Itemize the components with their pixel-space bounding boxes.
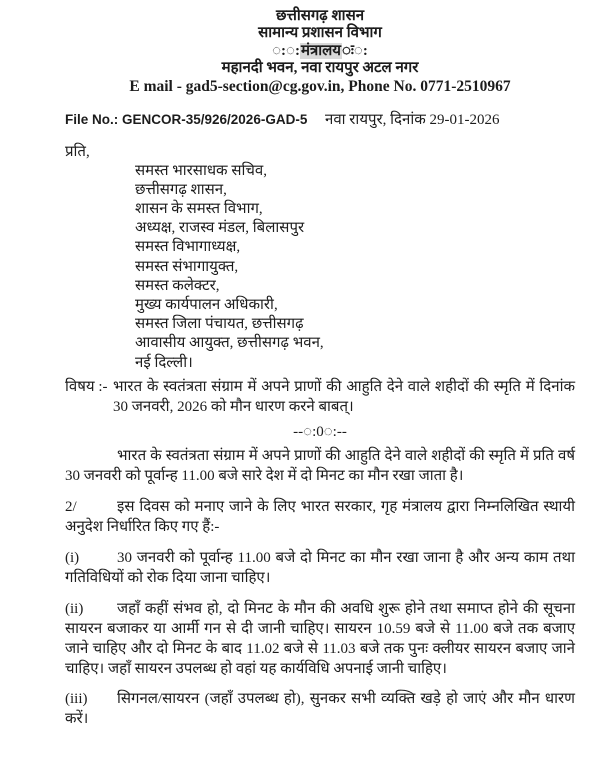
subject-text: भारत के स्वतंत्रता संग्राम में अपने प्राणों की आहुति देने वाले शहीदों की स्मृति में दिनांक 30 जनवरी, 2026 को मौन धारण करने बाबत्। [113, 378, 575, 415]
addressee: अध्यक्ष, राजस्व मंडल, बिलासपुर [135, 220, 305, 237]
addressee: शासन के समस्त विभाग, [135, 201, 263, 218]
addressee: समस्त जिला पंचायत, छत्तीसगढ़ [135, 316, 304, 333]
paragraph-text: इस दिवस को मनाए जाने के लिए भारत सरकार, गृह मंत्रालय द्वारा निम्नलिखित स्थायी अनुदेश निर्धारित किए गए हैं:- [65, 498, 575, 535]
paragraph-marker: (iii) [65, 690, 88, 707]
addressee: छत्तीसगढ़ शासन, [135, 181, 227, 198]
paragraph-marker: 2/ [65, 498, 77, 515]
paragraph-text: सिगनल/सायरन (जहाँ उपलब्ध हो), सुनकर सभी व्यक्ति खड़े हो जाएं और मौन धारण करें। [65, 690, 575, 727]
letterhead [65, 8, 575, 96]
body-paragraph-2 [65, 497, 575, 537]
file-number: File No.: GENCOR-35/926/2026-GAD-5 [65, 111, 308, 127]
body-paragraph-1: भारत के स्वतंत्रता संग्राम में अपने प्राणों की आहुति देने वाले शहीदों की स्मृति में प्रति वर्ष 30 जनवरी को पूर्वान्ह 11.00 बजे सारे देश में दो मिनट का मौन रखा जाता है। [65, 447, 575, 484]
paragraph-text: 30 जनवरी को पूर्वान्ह 11.00 बजे दो मिनट का मौन रखा जाना है और अन्य काम तथा गतिविधियों को रोक दिया जाना चाहिए। [65, 549, 575, 586]
subject-label: विषय :- [65, 378, 108, 395]
paragraph-text: जहाँ कहीं संभव हो, दो मिनट के मौन की अवधि शुरू होने तथा समाप्त होने की सूचना सायरन बजाकर या आर्मी गन से दी जानी चाहिए। सायरन 10.59 बजे से 11.00 बजे तक बजाए जाने चाहिए और दो मिनट के बाद 11.02 बजे से 11.03 बजे तक पुनः क्लीयर सायरन बजाए जाने चाहिए। जहाँ सायरन उपलब्ध हो वहां यह कार्यविधि अपनाई जानी चाहिए। [65, 600, 575, 677]
addressee: समस्त कलेक्टर, [135, 277, 220, 294]
ministry-word: मंत्रालय [300, 42, 341, 59]
government-name: छत्तीसगढ़ शासन [275, 8, 365, 24]
office-address: महानदी भवन, नवा रायपुर अटल नगर [221, 60, 419, 77]
addressee-list [135, 162, 575, 373]
body-paragraph-3 [65, 548, 575, 588]
file-number-line [65, 110, 575, 130]
ministry-prefix-marks: ◌:◌: [272, 42, 300, 59]
addressee: नई दिल्ली। [135, 354, 193, 371]
paragraph-marker: (i) [65, 549, 80, 566]
addressee: मुख्य कार्यपालन अधिकारी, [135, 297, 278, 314]
addressee: आवासीय आयुक्त, छत्तीसगढ़ भवन, [135, 335, 324, 352]
department-name: सामान्य प्रशासन विभाग [258, 25, 382, 42]
addressee: समस्त संभागायुक्त, [135, 258, 239, 275]
salutation: प्रति, [65, 143, 90, 160]
addressee: समस्त भारसाधक सचिव, [135, 162, 267, 179]
paragraph-marker: (ii) [65, 600, 84, 617]
place-and-date: नवा रायपुर, दिनांक 29-01-2026 [325, 111, 500, 128]
subject-line [65, 377, 575, 417]
section-separator: --◌:0◌:-- [293, 423, 347, 440]
addressee: समस्त विभागाध्यक्ष, [135, 239, 241, 256]
contact-line: E mail - gad5-section@cg.gov.in, Phone No. 0771-2510967 [129, 77, 511, 95]
body-paragraph-5 [65, 689, 575, 729]
body-paragraph-4 [65, 599, 575, 679]
ministry-line [65, 43, 575, 60]
ministry-suffix-marks: ः◌: [341, 42, 368, 59]
